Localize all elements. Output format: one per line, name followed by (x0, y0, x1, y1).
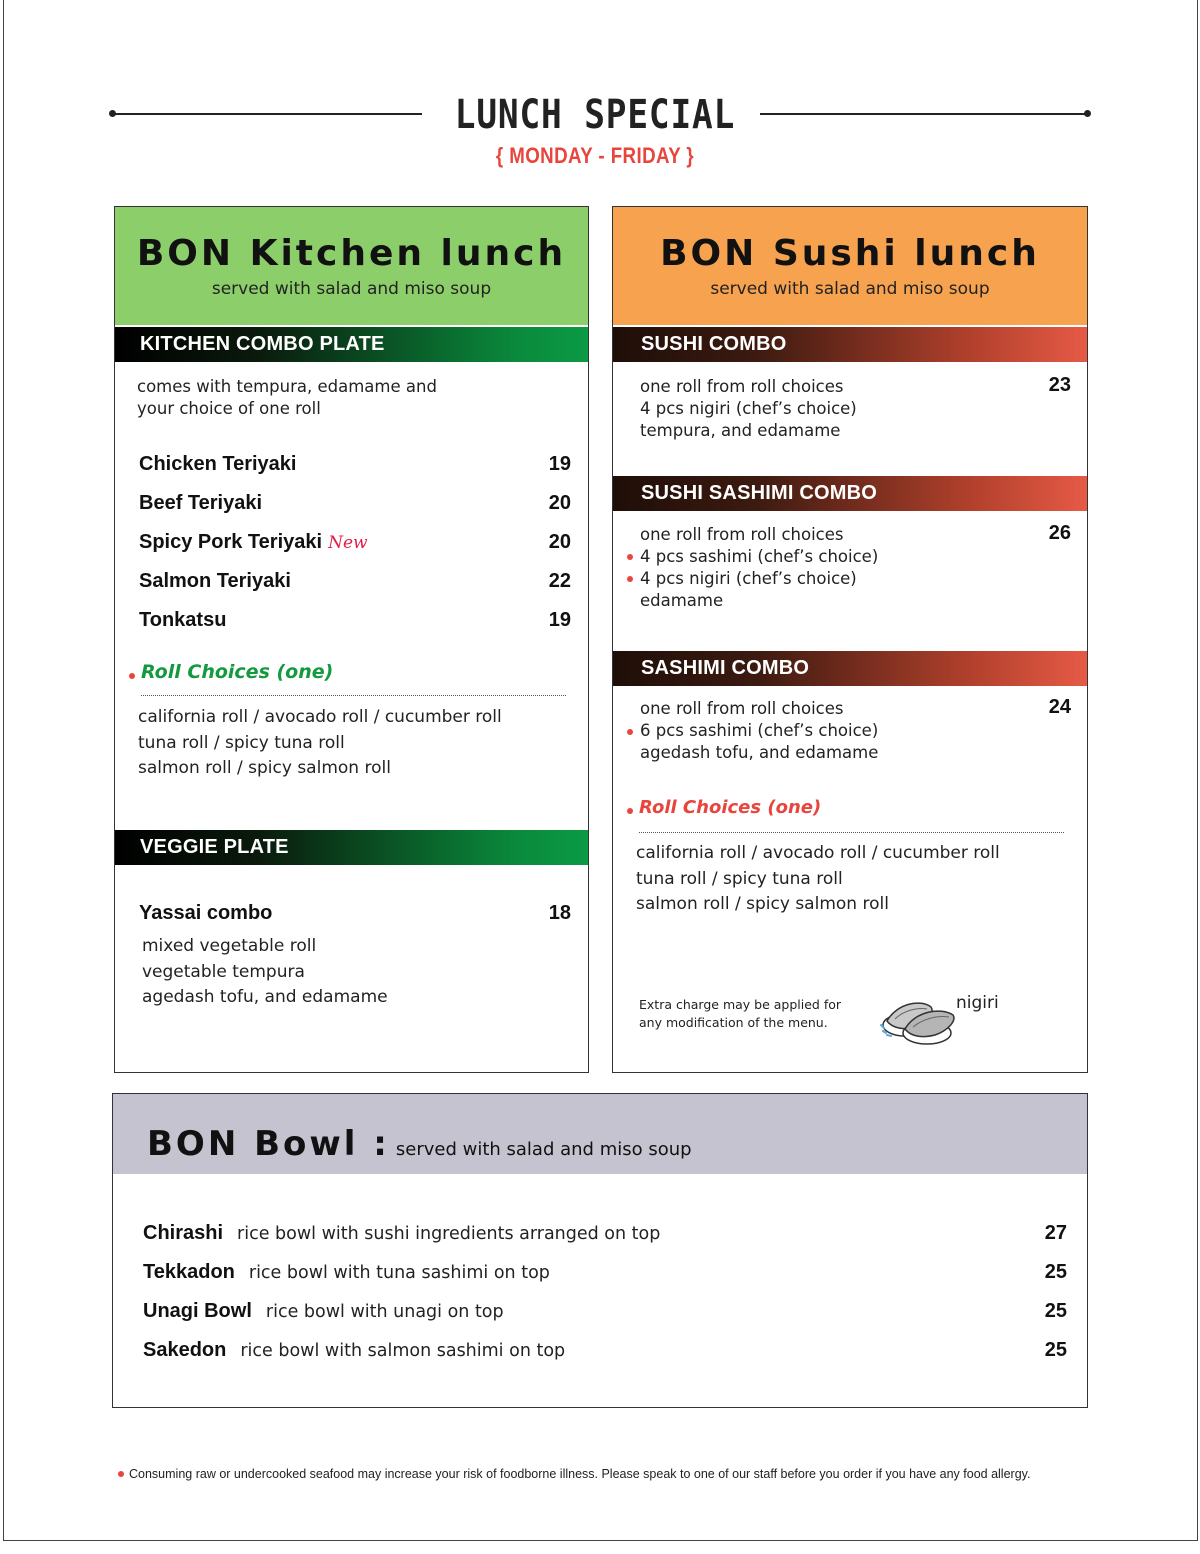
nigiri-icon (875, 985, 961, 1051)
kitchen-roll-list (138, 705, 502, 782)
kitchen-roll-choices-label: Roll Choices (one) (141, 661, 334, 683)
menu-item-name: Spicy Pork Teriyaki (139, 531, 323, 553)
footnote-text: Consuming raw or undercooked seafood may increase your risk of foodborne illness. Please speak to one of our staff before you order if you have any food allergy. (129, 1467, 1031, 1481)
kitchen-panel-header (115, 207, 588, 325)
menu-item-price: 19 (548, 609, 571, 631)
roll-line: salmon roll / spicy salmon roll (636, 894, 889, 914)
header-right-rule (760, 113, 1088, 115)
menu-item-price: 23 (1048, 374, 1071, 396)
bowl-item-name: Sakedon (143, 1339, 227, 1361)
sashimi-combo-bar: SASHIMI COMBO (613, 651, 1087, 686)
menu-item-price: 24 (1048, 696, 1071, 718)
desc-line: tempura, and edamame (640, 421, 841, 440)
new-badge: New (328, 533, 368, 553)
desc-line: one roll from roll choices (640, 525, 844, 544)
veggie-plate-bar: VEGGIE PLATE (115, 830, 588, 865)
roll-line: california roll / avocado roll / cucumber roll (636, 843, 1000, 863)
roll-line: tuna roll / spicy tuna roll (138, 732, 345, 753)
bowl-item (143, 1300, 504, 1323)
sushi-title: BON Sushi lunch (660, 233, 1040, 274)
dotted-divider (141, 695, 566, 696)
raw-warning-dot (627, 576, 633, 582)
desc-line: agedash tofu, and edamame (640, 743, 879, 762)
modification-note (639, 996, 841, 1032)
menu-item-name: Yassai combo (139, 902, 273, 924)
desc-line: 4 pcs nigiri (chef’s choice) (640, 399, 857, 418)
menu-item-name: Salmon Teriyaki (139, 570, 291, 592)
desc-line: one roll from roll choices (640, 699, 844, 718)
raw-warning-dot (627, 554, 633, 560)
bowl-panel (112, 1093, 1088, 1408)
bowl-item (143, 1261, 550, 1284)
bowl-item-desc: rice bowl with salmon sashimi on top (240, 1341, 566, 1361)
sushi-roll-choices-label: Roll Choices (one) (639, 797, 822, 818)
veggie-desc (142, 934, 388, 1011)
raw-warning-dot (118, 1471, 124, 1477)
menu-item-name: Tonkatsu (139, 609, 227, 631)
desc-line: agedash tofu, and edamame (142, 987, 388, 1007)
sushi-panel (612, 206, 1088, 1073)
note-line: any modification of the menu. (639, 1015, 828, 1030)
kitchen-combo-desc-1: comes with tempura, edamame and (137, 377, 437, 396)
desc-line: mixed vegetable roll (142, 936, 317, 956)
allergy-footnote (118, 1467, 1030, 1481)
roll-line: salmon roll / spicy salmon roll (138, 758, 391, 778)
bowl-item-price: 25 (1044, 1339, 1067, 1361)
desc-line: one roll from roll choices (640, 377, 844, 396)
bowl-item (143, 1222, 660, 1245)
raw-warning-dot (627, 808, 633, 814)
bowl-item-price: 25 (1044, 1300, 1067, 1322)
desc-line: edamame (640, 591, 724, 610)
note-line: Extra charge may be applied for (639, 997, 842, 1012)
menu-item-price: 22 (548, 570, 571, 592)
header-left-rule (112, 113, 422, 115)
bowl-subtitle: served with salad and miso soup (395, 1139, 692, 1160)
menu-item-price: 20 (548, 531, 571, 553)
sushi-panel-header (613, 207, 1087, 325)
menu-item-price: 18 (548, 902, 571, 924)
kitchen-panel (114, 206, 589, 1073)
page-subtitle: { MONDAY - FRIDAY } (495, 143, 695, 168)
bowl-title-row (147, 1124, 692, 1164)
bowl-item (143, 1339, 565, 1362)
bowl-item-name: Unagi Bowl (143, 1300, 252, 1322)
page-title: LUNCH SPECIAL (454, 92, 736, 138)
sushi-subtitle: served with salad and miso soup (710, 279, 990, 299)
nigiri-label: nigiri (956, 993, 999, 1013)
kitchen-title: BON Kitchen lunch (136, 233, 567, 274)
sushi-sashimi-combo-bar: SUSHI SASHIMI COMBO (613, 476, 1087, 511)
menu-item-price: 19 (548, 453, 571, 475)
bowl-item-desc: rice bowl with sushi ingredients arranged on top (237, 1224, 661, 1244)
menu-item-price: 26 (1048, 522, 1071, 544)
kitchen-combo-desc-2: your choice of one roll (137, 399, 321, 418)
desc-line: 4 pcs nigiri (chef’s choice) (640, 569, 857, 588)
dotted-divider (639, 832, 1064, 833)
bowl-item-price: 27 (1044, 1222, 1067, 1244)
menu-item-price: 20 (548, 492, 571, 514)
bowl-item-price: 25 (1044, 1261, 1067, 1283)
raw-warning-dot (129, 673, 135, 679)
sushi-combo-bar: SUSHI COMBO (613, 327, 1087, 362)
desc-line: 6 pcs sashimi (chef’s choice) (640, 721, 879, 740)
bowl-item-desc: rice bowl with tuna sashimi on top (248, 1263, 550, 1283)
header-right-dot (1084, 110, 1091, 117)
menu-item-name: Chicken Teriyaki (139, 453, 297, 475)
roll-line: california roll / avocado roll / cucumber roll (138, 707, 502, 727)
bowl-title: BON Bowl : (147, 1124, 390, 1164)
raw-warning-dot (627, 729, 633, 735)
bowl-panel-header (113, 1094, 1087, 1174)
sushi-roll-list (636, 841, 1000, 918)
bowl-item-name: Chirashi (143, 1222, 224, 1244)
kitchen-combo-bar: KITCHEN COMBO PLATE (115, 327, 588, 362)
kitchen-subtitle: served with salad and miso soup (211, 279, 492, 299)
menu-item-name: Beef Teriyaki (139, 492, 263, 514)
bowl-item-desc: rice bowl with unagi on top (265, 1302, 504, 1322)
bowl-item-name: Tekkadon (143, 1261, 235, 1283)
menu-item-row (139, 531, 368, 554)
desc-line: vegetable tempura (142, 961, 305, 982)
roll-line: tuna roll / spicy tuna roll (636, 868, 843, 889)
desc-line: 4 pcs sashimi (chef’s choice) (640, 547, 879, 566)
